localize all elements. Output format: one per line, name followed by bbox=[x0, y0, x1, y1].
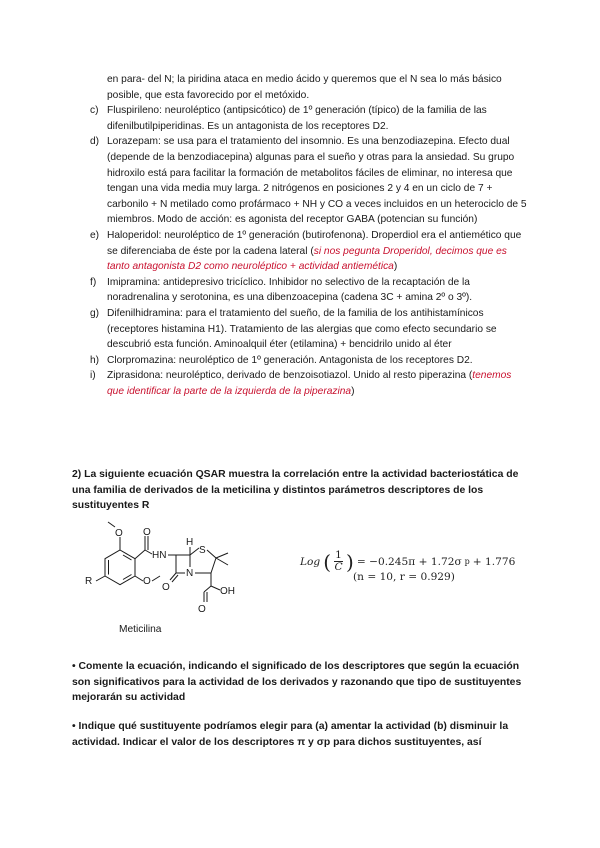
atom-o-acid: O bbox=[198, 604, 206, 615]
red-note: si nos pegunta Droperidol, decimos que es tanto antagonista D2 como neuroléptico + actividad antiemética bbox=[107, 245, 507, 273]
list-item: c) Fluspirileno: neuroléptico (antipsicótico) de 1º generación (típico) de la familia de las difenilbutilpiperidinas. Es un antagonista de los receptores D2. bbox=[90, 105, 487, 132]
atom-s: S bbox=[199, 545, 206, 556]
atom-h: H bbox=[186, 537, 194, 548]
list-item: i) Ziprasidona: neuroléptico, derivado de benzoisotiazol. Unido al resto piperazina (tenemos que identificar la parte de la izquierda de la piperazina) bbox=[90, 370, 512, 397]
atom-o-lactam: O bbox=[162, 582, 170, 593]
qsar-equation: Log ( $\frac{1}{C}$ ) = −0.245π + 1.72σ p + 1.776 (n = 10, r = 0.929) bbox=[300, 549, 516, 583]
list-item: en para- del N; la piridina ataca en medio ácido y queremos que el N sea lo más básico posible, que esta favorecido por el metóxido. bbox=[107, 74, 502, 101]
list-item: g) Difenilhidramina: para el tratamiento del sueño, de la familia de los antihistamínicos (receptores histamina H1). Tratamiento de las alergias que como efecto secundario se descubrió esta función. Aminoalquil éter (etilamina) + bencidrilo unido al éter bbox=[90, 307, 497, 351]
list-item: e) Haloperidol: neuroléptico de 1º generación (butirofenona). Droperdiol era el antiemético que se diferenciaba de éste por la cadena lateral (si nos pegunta Droperidol, decimos que es tanto antagonista D2 como neuroléptico + actividad antiemética) bbox=[90, 229, 522, 273]
list-item: d) Lorazepam: se usa para el tratamiento del insomnio. Es una benzodiazepina. Efecto dual (depende de la benzodiacepina) algunas para el sueño y otras para la ansiedad. Su grupo hidroxilo está para facilitar la formación de metabolitos fáciles de eliminar, no interesa que tengan una vida media muy larga. 2 nitrógenos en posiciones 2 y 4 en un ciclo de 7 + carbonilo + N metilado como profármaco + NH y CO a veces incluidos en un heterociclo de 5 miembros. Modo de acción: es agonista del receptor GABA (potencian su función) bbox=[90, 136, 527, 226]
atom-o-methoxy-bottom: O bbox=[143, 576, 151, 587]
atom-oh: OH bbox=[220, 586, 235, 597]
drug-list bbox=[90, 72, 530, 399]
bullet-choose-substituent: • Indique qué sustituyente podríamos elegir para (a) amentar la actividad (b) disminuir la actividad. Indicar el valor de los descriptores π y σp para dichos sustituyentes, así bbox=[72, 721, 509, 748]
atom-o-methoxy-top: O bbox=[115, 528, 123, 539]
qsar-stats: (n = 10, r = 0.929) bbox=[353, 571, 455, 583]
red-note: tenemos que identificar la parte de la izquierda de la piperazina bbox=[107, 370, 512, 397]
atom-r: R bbox=[85, 576, 93, 587]
list-item: h) Clorpromazina: neuroléptico de 1º generación. Antagonista de los receptores D2. bbox=[90, 354, 473, 366]
atom-hn: HN bbox=[152, 550, 167, 561]
molecule-caption: Meticilina bbox=[119, 624, 162, 635]
bullet-comment-equation: • Comente la ecuación, indicando el significado de los descriptores que según la ecuación son significativos para la actividad de los derivados y razonando que tipo de sustituyentes mejorarán su actividad bbox=[72, 661, 522, 704]
atom-n: N bbox=[186, 568, 194, 579]
question-2-heading: 2) La siguiente ecuación QSAR muestra la correlación entre la actividad bacteriostática de una familia de derivados de la meticilina y distintos parámetros descriptores de los sustituyentes R bbox=[72, 469, 519, 512]
atom-o-carbonyl: O bbox=[143, 527, 151, 538]
list-item: f) Imipramina: antidepresivo tricíclico. Inhibidor no selectivo de la recaptación de la noradrenalina y serotonina, es una dibenzoacepina (cadena 3C + amina 2º o 3º). bbox=[90, 276, 473, 304]
methicillin-structure bbox=[80, 520, 260, 625]
